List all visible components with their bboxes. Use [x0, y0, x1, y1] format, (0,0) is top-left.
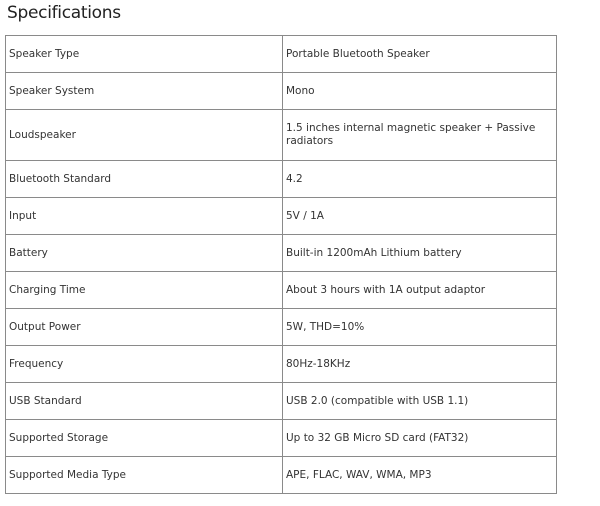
spec-label: Loudspeaker	[6, 110, 283, 161]
table-row	[6, 309, 557, 346]
spec-value: APE, FLAC, WAV, WMA, MP3	[283, 457, 557, 494]
table-row	[6, 73, 557, 110]
spec-label: Speaker System	[6, 73, 283, 110]
spec-value: 80Hz-18KHz	[283, 346, 557, 383]
table-row	[6, 36, 557, 73]
spec-value: 5V / 1A	[283, 198, 557, 235]
spec-label: Bluetooth Standard	[6, 161, 283, 198]
table-row	[6, 346, 557, 383]
spec-label: Supported Media Type	[6, 457, 283, 494]
page-title: Specifications	[7, 3, 121, 23]
spec-label: Output Power	[6, 309, 283, 346]
table-row	[6, 198, 557, 235]
spec-value: About 3 hours with 1A output adaptor	[283, 272, 557, 309]
table-row	[6, 235, 557, 272]
table-row	[6, 383, 557, 420]
spec-label: Frequency	[6, 346, 283, 383]
spec-label: Supported Storage	[6, 420, 283, 457]
spec-value: 1.5 inches internal magnetic speaker + Passive radiators	[283, 110, 557, 161]
table-row	[6, 457, 557, 494]
spec-value: USB 2.0 (compatible with USB 1.1)	[283, 383, 557, 420]
spec-value: Up to 32 GB Micro SD card (FAT32)	[283, 420, 557, 457]
spec-label: Input	[6, 198, 283, 235]
specifications-table	[5, 35, 557, 494]
table-row	[6, 420, 557, 457]
spec-label: Speaker Type	[6, 36, 283, 73]
spec-label: USB Standard	[6, 383, 283, 420]
spec-label: Charging Time	[6, 272, 283, 309]
table-row	[6, 110, 557, 161]
spec-value: Built-in 1200mAh Lithium battery	[283, 235, 557, 272]
spec-value: Portable Bluetooth Speaker	[283, 36, 557, 73]
spec-value: Mono	[283, 73, 557, 110]
spec-label: Battery	[6, 235, 283, 272]
table-row	[6, 161, 557, 198]
spec-value: 4.2	[283, 161, 557, 198]
spec-value: 5W, THD=10%	[283, 309, 557, 346]
table-row	[6, 272, 557, 309]
